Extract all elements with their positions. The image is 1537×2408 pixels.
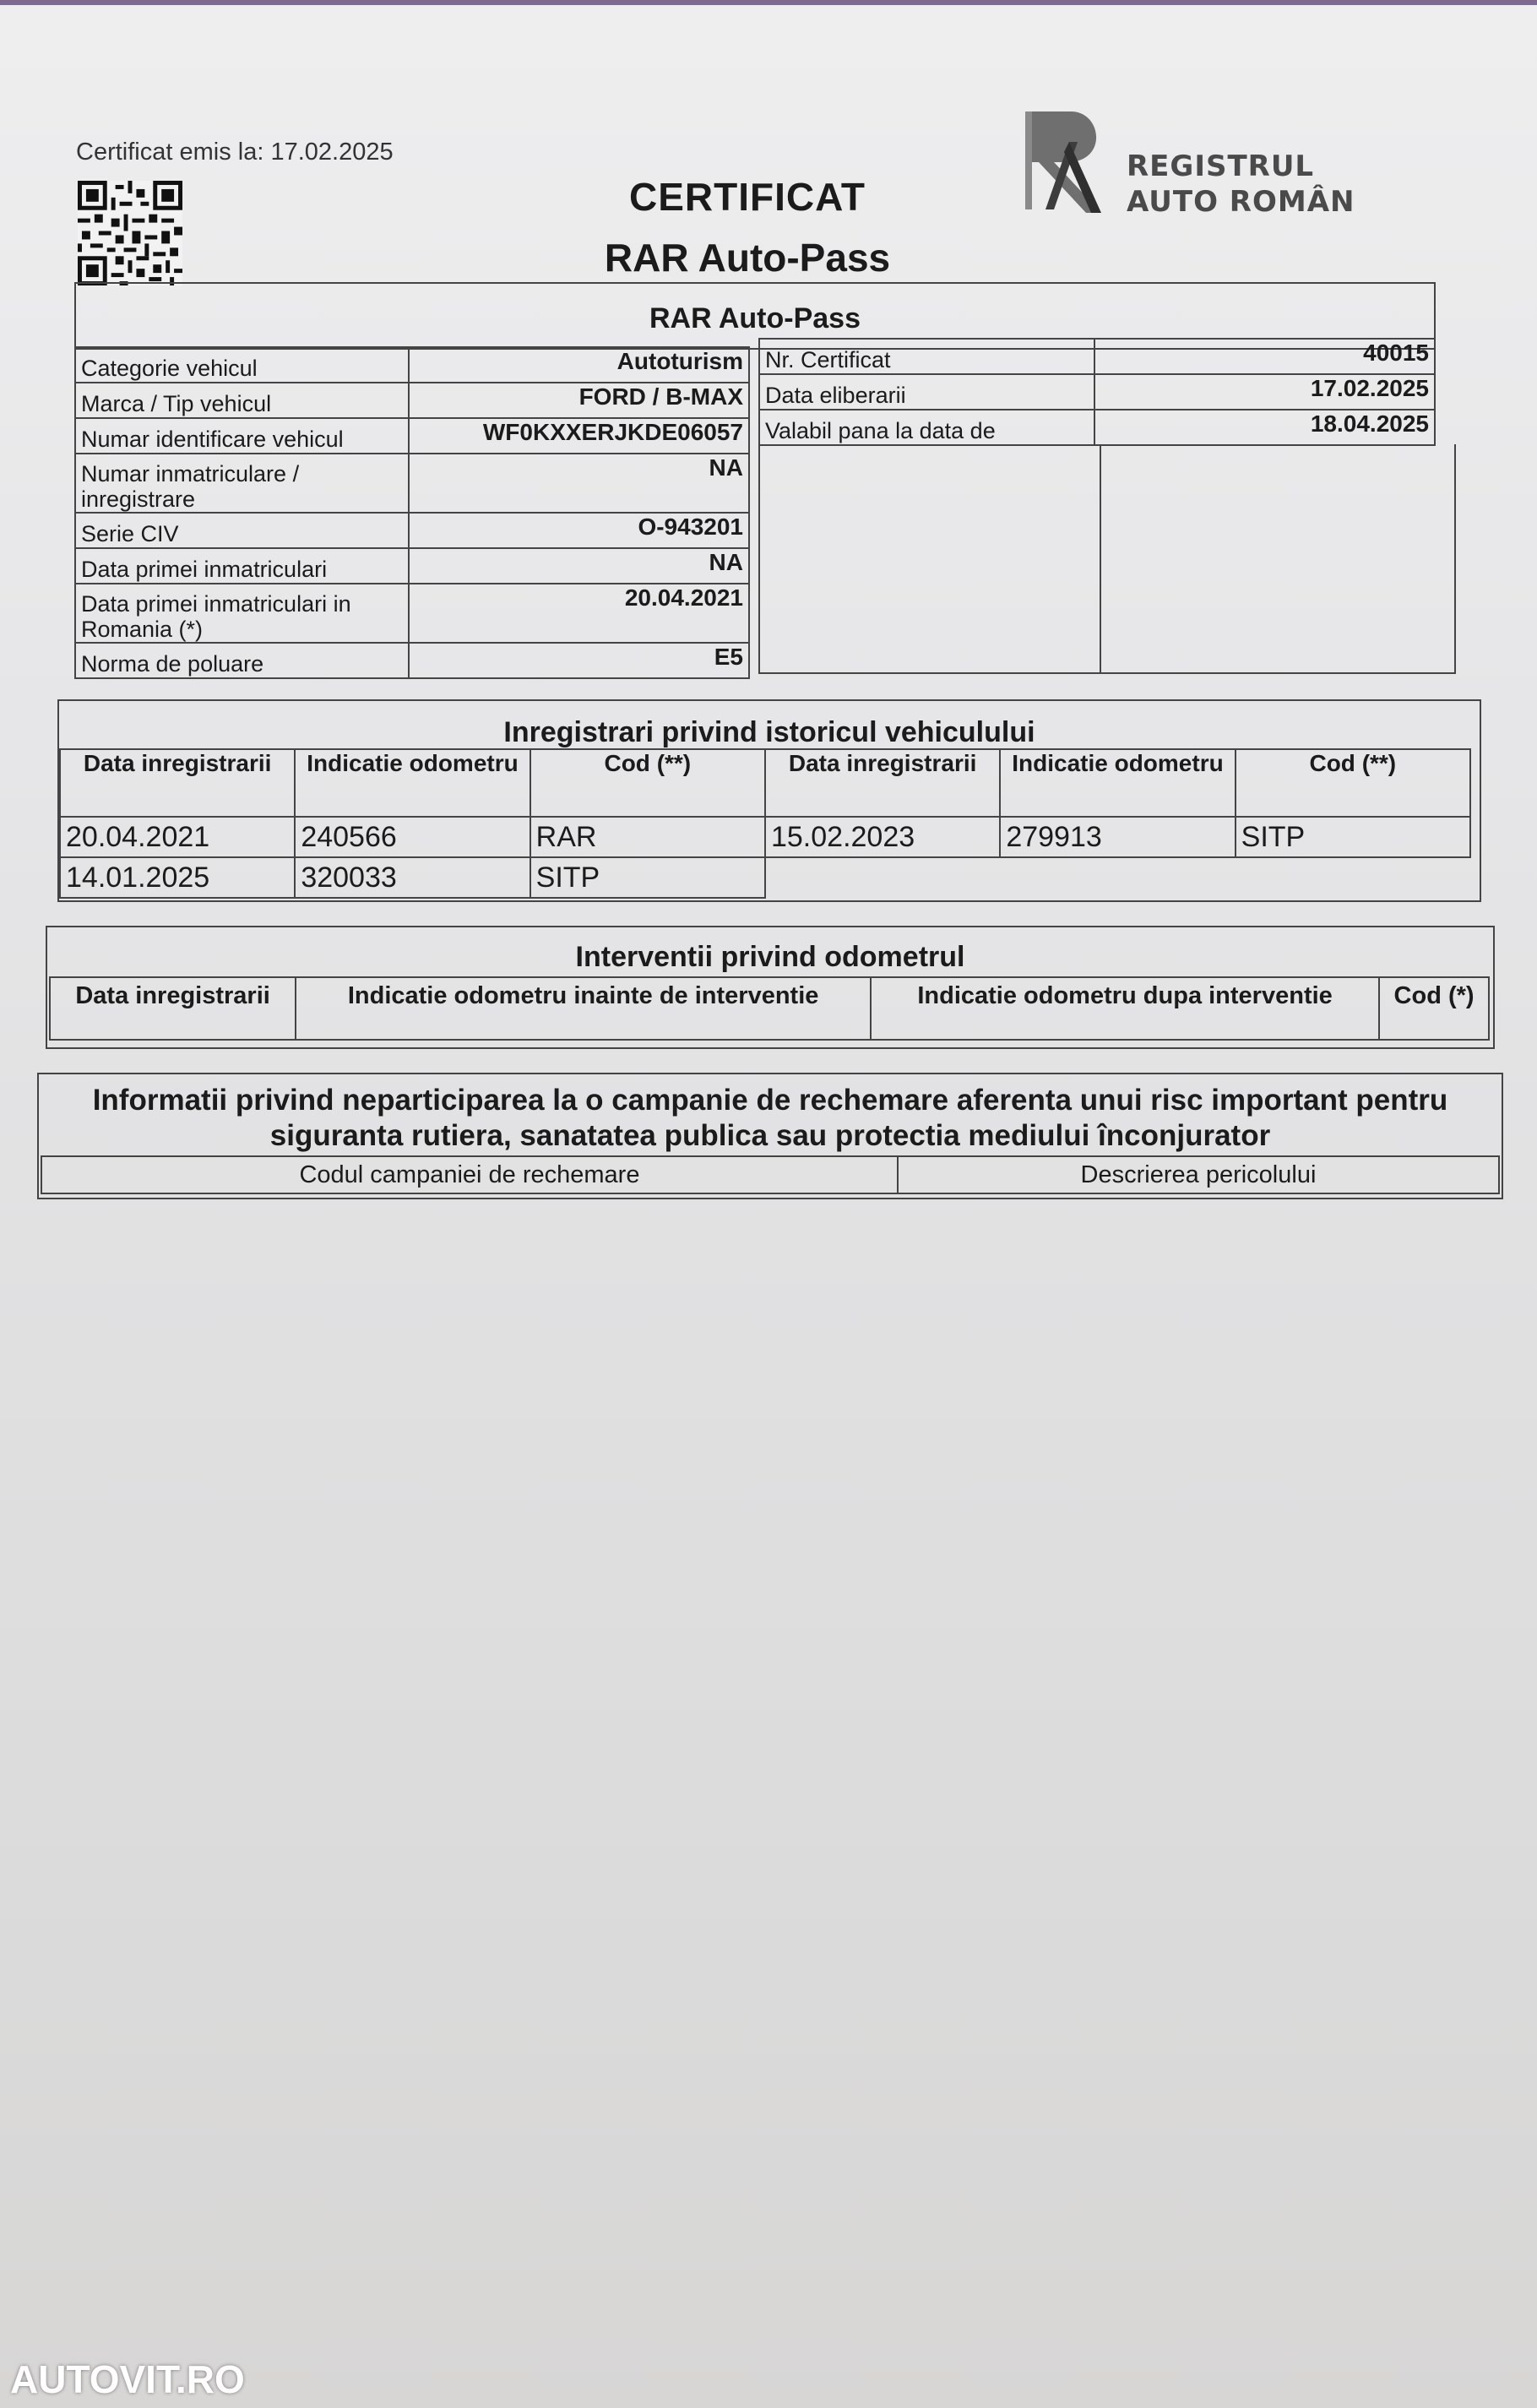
- vehicle-row-value: E5: [409, 643, 749, 678]
- history-cell-odometer: 279913: [1000, 817, 1235, 857]
- rar-logo-text: [1127, 149, 1355, 220]
- certificate-blank-area: [758, 444, 1456, 674]
- certificate-row-value: 40015: [1094, 339, 1435, 374]
- document-title: CERTIFICAT: [628, 175, 866, 219]
- certificate-row-value: 17.02.2025: [1094, 374, 1435, 410]
- odometer-column-header: Data inregistrarii: [50, 977, 296, 1040]
- vehicle-row: [75, 347, 749, 383]
- odometer-column-header: Indicatie odometru inainte de interventie: [296, 977, 871, 1040]
- vehicle-row: [75, 454, 749, 513]
- watermark-text: AUTOVIT.RO: [10, 2357, 245, 2401]
- certificate-row: [759, 374, 1435, 410]
- vehicle-row-value: 20.04.2021: [409, 584, 749, 643]
- issued-date-label: Certificat emis la: 17.02.2025: [76, 139, 394, 166]
- certificate-row-label: Valabil pana la data de: [759, 410, 1094, 445]
- document-subtitle: RAR Auto-Pass: [604, 236, 891, 280]
- vehicle-info-table: [74, 346, 750, 679]
- odometer-column-header: Cod (*): [1379, 977, 1489, 1040]
- vehicle-row-value: NA: [409, 454, 749, 513]
- history-cell-code: RAR: [530, 817, 765, 857]
- vehicle-row-label: Categorie vehicul: [75, 347, 409, 383]
- history-column-header: Cod (**): [1236, 749, 1470, 817]
- odometer-header-row: [50, 977, 1489, 1040]
- certificate-row: [759, 410, 1435, 445]
- vehicle-row-value: FORD / B-MAX: [409, 383, 749, 418]
- odometer-section-title: Interventii privind odometrul: [575, 941, 965, 973]
- vehicle-row-label: Numar identificare vehicul: [75, 418, 409, 454]
- vehicle-row-label: Norma de poluare: [75, 643, 409, 678]
- recall-column-header: Descrierea pericolului: [898, 1156, 1499, 1193]
- recall-header-row: [41, 1156, 1499, 1193]
- certificate-row-label: Data eliberarii: [759, 374, 1094, 410]
- rar-logo-icon: [1020, 108, 1115, 216]
- history-table: [59, 748, 1471, 899]
- vehicle-row: [75, 418, 749, 454]
- autopass-section-title: RAR Auto-Pass: [649, 302, 861, 334]
- qr-code-icon: [78, 181, 182, 285]
- history-section-title: Inregistrari privind istoricul vehiculului: [503, 716, 1035, 748]
- vehicle-row: [75, 383, 749, 418]
- history-column-header: Indicatie odometru: [1000, 749, 1235, 817]
- vehicle-row-value: NA: [409, 548, 749, 584]
- history-column-header: Data inregistrarii: [60, 749, 295, 817]
- certificate-info-table: [758, 338, 1436, 446]
- history-column-header: Indicatie odometru: [295, 749, 530, 817]
- vehicle-row-value: O-943201: [409, 513, 749, 548]
- vehicle-row-value: WF0KXXERJKDE06057: [409, 418, 749, 454]
- history-row: [60, 817, 1470, 857]
- recall-section-title: Informatii privind neparticiparea la o campanie de rechemare aferenta unui risc important pentru siguranta rutiera, sanatatea publica sau protectia mediului înconjurator: [92, 1084, 1448, 1152]
- vehicle-row-label: Data primei inmatriculari in Romania (*): [75, 584, 409, 643]
- logo-line-1: REGISTRUL: [1127, 149, 1315, 183]
- history-cell-code: SITP: [1236, 817, 1470, 857]
- vehicle-row-label: Numar inmatriculare / inregistrare: [75, 454, 409, 513]
- vehicle-row: [75, 584, 749, 643]
- history-cell-date: 14.01.2025: [60, 857, 295, 898]
- vehicle-row: [75, 513, 749, 548]
- certificate-row-label: Nr. Certificat: [759, 339, 1094, 374]
- certificate-row: [759, 339, 1435, 374]
- history-row: [60, 857, 1470, 898]
- history-column-header: Data inregistrarii: [765, 749, 1000, 817]
- history-cell-odometer: 320033: [295, 857, 530, 898]
- vehicle-row-label: Marca / Tip vehicul: [75, 383, 409, 418]
- vehicle-row: [75, 643, 749, 678]
- logo-line-2: AUTO ROMÂN: [1127, 185, 1355, 219]
- history-column-header: Cod (**): [530, 749, 765, 817]
- history-cell-date: 15.02.2023: [765, 817, 1000, 857]
- history-empty-cell: [765, 857, 1470, 898]
- history-cell-odometer: 240566: [295, 817, 530, 857]
- recall-column-header: Codul campaniei de rechemare: [41, 1156, 898, 1193]
- recall-table: [41, 1155, 1500, 1194]
- vehicle-row-label: Serie CIV: [75, 513, 409, 548]
- vehicle-row: [75, 548, 749, 584]
- odometer-table: [49, 976, 1490, 1041]
- certificate-row-value: 18.04.2025: [1094, 410, 1435, 445]
- odometer-column-header: Indicatie odometru dupa interventie: [871, 977, 1379, 1040]
- certificate-page: [0, 5, 1537, 2408]
- history-header-row: [60, 749, 1470, 817]
- vehicle-row-label: Data primei inmatriculari: [75, 548, 409, 584]
- history-cell-code: SITP: [530, 857, 765, 898]
- column-divider: [1100, 444, 1101, 672]
- vehicle-row-value: Autoturism: [409, 347, 749, 383]
- history-cell-date: 20.04.2021: [60, 817, 295, 857]
